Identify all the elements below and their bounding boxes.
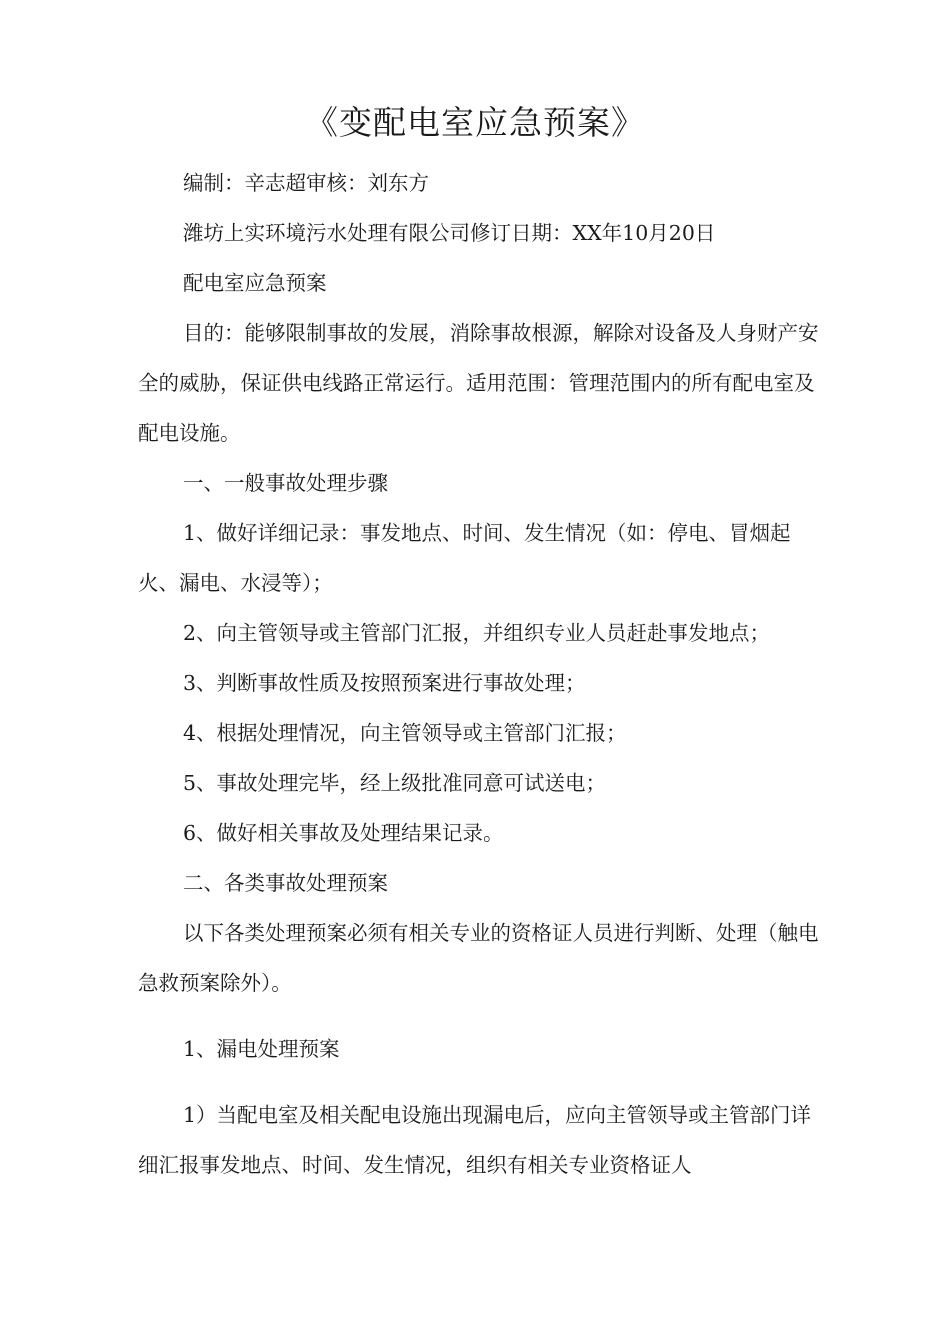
author-line: 编制：辛志超审核：刘东方 <box>183 171 429 195</box>
leakage-item-1: 1）当配电室及相关配电设施出现漏电后，应向主管领导或主管部门详细汇报事发地点、时间、发生情况，组织有相关专业资格证人 <box>138 1103 812 1177</box>
section-intro: 以下各类处理预案必须有相关专业的资格证人员进行判断、处理（触电急救预案除外）。 <box>138 921 819 995</box>
section-heading-1: 一、一般事故处理步骤 <box>183 471 388 495</box>
subtitle: 配电室应急预案 <box>183 271 327 295</box>
step-3: 3、判断事故性质及按照预案进行事故处理； <box>183 671 586 695</box>
step-6: 6、做好相关事故及处理结果记录。 <box>183 821 504 845</box>
company-revision-line: 潍坊上实环境污水处理有限公司修订日期：XX年10月20日 <box>183 221 716 245</box>
step-4: 4、根据处理情况，向主管领导或主管部门汇报； <box>183 721 627 745</box>
step-5: 5、事故处理完毕，经上级批准同意可试送电； <box>183 771 607 795</box>
document-title: 《变配电室应急预案》 <box>305 103 645 142</box>
subsection-heading-leakage: 1、漏电处理预案 <box>183 1037 340 1061</box>
document-body <box>138 158 822 1190</box>
purpose-paragraph: 目的：能够限制事故的发展，消除事故根源，解除对设备及人身财产安全的威胁，保证供电线路正常运行。适用范围：管理范围内的所有配电室及配电设施。 <box>138 321 819 445</box>
section-heading-2: 二、各类事故处理预案 <box>183 871 388 895</box>
step-2: 2、向主管领导或主管部门汇报，并组织专业人员赶赴事发地点； <box>183 621 771 645</box>
step-1: 1、做好详细记录：事发地点、时间、发生情况（如：停电、冒烟起火、漏电、水浸等）； <box>138 521 791 595</box>
